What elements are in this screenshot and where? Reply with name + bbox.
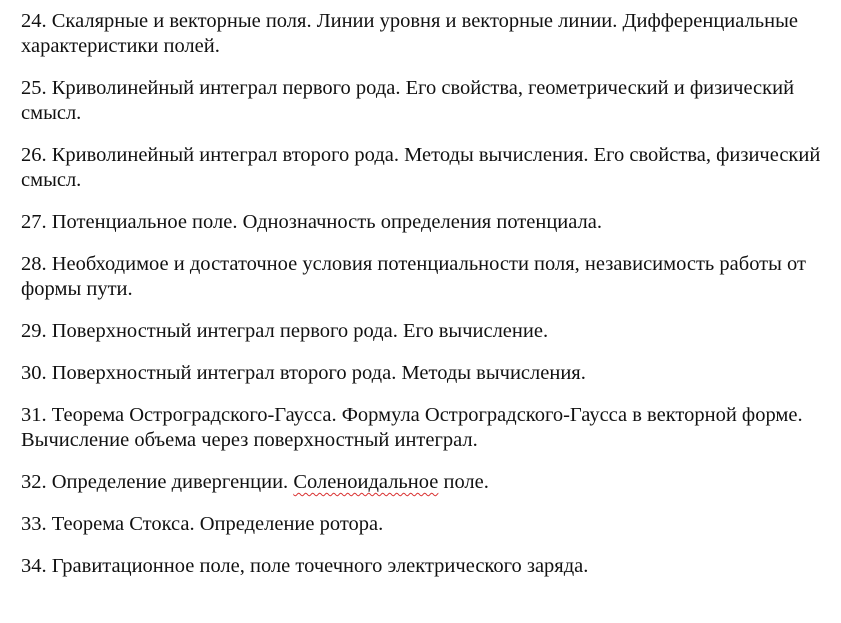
list-item-34: 34. Гравитационное поле, поле точечного электрического заряда.: [21, 555, 589, 577]
list-item-28: 28. Необходимое и достаточное условия потенциальности поля, независимость работы от формы пути.: [21, 253, 806, 300]
list-item-33: 33. Теорема Стокса. Определение ротора.: [21, 513, 384, 535]
list-item-32-text-before: 32. Определение дивергенции.: [21, 471, 294, 493]
list-item-30: 30. Поверхностный интеграл второго рода. Методы вычисления.: [21, 362, 586, 384]
list-item-32-text-after: поле.: [438, 471, 489, 493]
list-item-27: 27. Потенциальное поле. Однозначность определения потенциала.: [21, 211, 602, 233]
list-item-25: 25. Криволинейный интеграл первого рода. Его свойства, геометрический и физический смысл.: [21, 77, 795, 124]
list-item-31: 31. Теорема Остроградского-Гаусса. Формула Остроградского-Гаусса в векторной форме. Вычисление объема через поверхностный интеграл.: [21, 404, 803, 451]
document-body: [21, 9, 826, 596]
spellcheck-flagged-word[interactable]: Соленоидальное: [293, 471, 439, 493]
list-item-24: 24. Скалярные и векторные поля. Линии уровня и векторные линии. Дифференциальные характеристики полей.: [21, 10, 798, 57]
list-item-26: 26. Криволинейный интеграл второго рода. Методы вычисления. Его свойства, физический смысл.: [21, 144, 821, 191]
list-item-29: 29. Поверхностный интеграл первого рода. Его вычисление.: [21, 320, 549, 342]
list-item-32: [21, 470, 826, 495]
